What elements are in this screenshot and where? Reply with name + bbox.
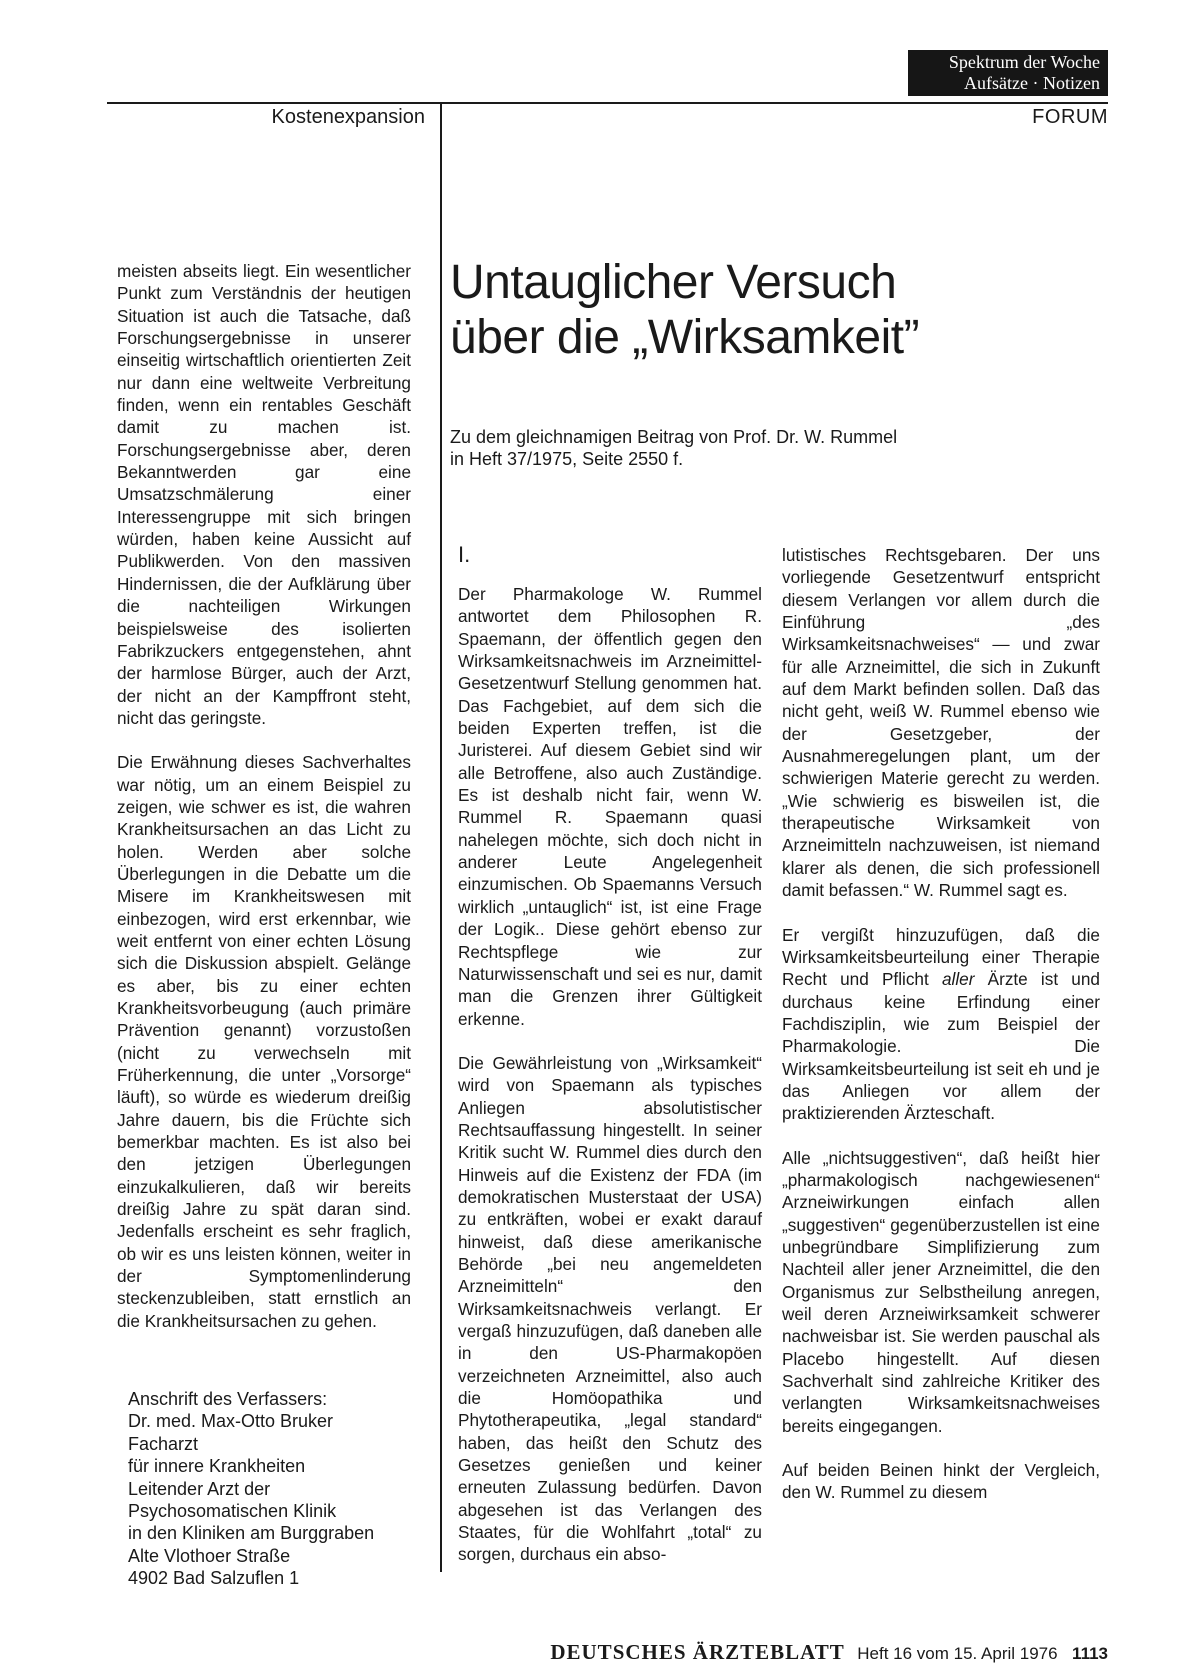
address-line: für innere Krankheiten	[128, 1456, 306, 1477]
paragraph: Die Erwähnung dieses Sachverhaltes war nötig, um an einem Beispiel zu zeigen, wie schwer es ist, die wahren Krankheitsursachen an das Licht zu holen. Werden aber solche Überlegungen in die Debatte um die Misere im Krankheitswesen mit einbezogen, wird erst erkennbar, wie weit entfernt von einer echten Lösung sich die Diskussion abspielt. Gelänge es aber, bis zu einer echten Krankheitsvorbeugung (auch primäre Prävention genannt) vorzustoßen (nicht zu verwechseln mit Früherkennung, die unter „Vorsorge“ läuft), so würde es wiederum dreißig Jahre dauern, bis die Früchte sich bemerkbar machten. Es ist also bei den jetzigen Überlegungen einzukalkulieren, daß wir bereits dreißig Jahre zu spät daran sind. Jedenfalls erscheint es sehr fraglich, ob wir es uns leisten können, weiter in der Symptomenlinderung steckenzubleiben, statt ernstlich an die Krankheitsursachen zu gehen.	[117, 752, 411, 1331]
address-line: in den Kliniken am Burggraben	[128, 1523, 375, 1544]
author-address	[128, 1388, 428, 1590]
paragraph-text: Er vergißt hinzuzufügen, daß die Wirksamkeitsbeurteilung einer Therapie Recht und Pflicht	[782, 924, 1100, 990]
paragraph	[782, 924, 1100, 1125]
article-title-line-1: Untauglicher Versuch	[450, 256, 897, 309]
article-subtitle-line-2: in Heft 37/1975, Seite 2550 f.	[450, 449, 684, 469]
section-badge	[908, 50, 1108, 96]
left-column	[117, 260, 411, 1354]
paragraph-text: Ärzte ist und durchaus keine Erfindung einer Fachdisziplin, wie zum Beispiel der Pharmakologie. Die Wirksamkeitsbeurteilung ist seit eh und je das Anliegen vor allem der praktizierenden Ärzteschaft.	[782, 969, 1100, 1124]
column-divider	[440, 102, 442, 1572]
address-line: 4902 Bad Salzuflen 1	[128, 1568, 300, 1589]
paragraph: Alle „nichtsuggestiven“, daß heißt hier „pharmakologisch nachgewiesenen“ Arzneiwirkungen einfach allen „suggestiven“ gegenüberzustellen ist eine unbegründbare Simplifizierung zum Nachteil aller jener Arzneimittel, die den Organismus zur Selbstheilung anregen, weil deren Arzneiwirksamkeit schwerer nachweisbar ist. Sie werden pauschal als Placebo hingestellt. Auf diesen Sachverhalt sind zahlreiche Kritiker des verlangten Wirksamkeitsnachweises bereits eingegangen.	[782, 1147, 1100, 1436]
emphasis-text: aller	[941, 969, 975, 990]
page-footer	[480, 1640, 1108, 1665]
article-title-line-2: über die „Wirksamkeit”	[450, 311, 920, 364]
badge-line-1: Spektrum der Woche	[948, 52, 1100, 72]
issue-info: Heft 16 vom 15. April 1976	[857, 1644, 1058, 1663]
address-line: Leitender Arzt der	[128, 1478, 271, 1499]
article-subtitle-line-1: Zu dem gleichnamigen Beitrag von Prof. Dr. W. Rummel	[450, 427, 898, 447]
journal-name: DEUTSCHES ÄRZTEBLATT	[550, 1640, 845, 1664]
badge-line-2: Aufsätze · Notizen	[964, 73, 1100, 93]
header-rule	[107, 102, 1108, 104]
address-line: Alte Vlothoer Straße	[128, 1545, 291, 1566]
paragraph: meisten abseits liegt. Ein wesentlicher Punkt zum Verständnis der heutigen Situation ist auch die Tatsache, daß Forschungsergebnisse in unserer einseitig wirtschaftlich orientierten Zeit nur dann eine weltweite Verbreitung finden, wenn ein rentables Geschäft damit zu machen ist. Forschungsergebnisse aber, deren Bekanntwerden gar eine Umsatzschmälerung einer Interessengruppe mit sich bringen würden, haben keine Aussicht auf Publikwerden. Von den massiven Hindernissen, die der Aufklärung über die nachteiligen Wirkungen beispielsweise des isolierten Fabrikzuckers entgegenstehen, ahnt der harmlose Bürger, auch der Arzt, der nicht an der Kampffront steht, nicht das geringste.	[117, 261, 411, 728]
middle-column	[458, 544, 762, 1588]
section-heading: I.	[458, 542, 471, 567]
address-line: Anschrift des Verfassers:	[128, 1389, 328, 1409]
article-subtitle	[450, 426, 1100, 470]
address-line: Facharzt	[128, 1433, 199, 1454]
paragraph: Die Gewährleistung von „Wirksamkeit“ wird von Spaemann als typisches Anliegen absolutistischer Rechtsauffassung hingestellt. In seiner Kritik sucht W. Rummel dies durch den Hinweis auf die Existenz der FDA (im demokratischen Musterstaat der USA) zu entkräften, wobei er exakt darauf hinweist, daß diese amerikanische Behörde „bei neu angemeldeten Arzneimitteln“ den Wirksamkeitsnachweis verlangt. Er vergaß hinzuzufügen, daß daneben alle in den US-Pharmakopöen verzeichneten Arzneimittel, also auch die Homöopathika und Phytotherapeutika, „legal standard“ haben, das heißt den Schutz des Gesetzes genießen und keiner erneuten Zulassung bedürfen. Davon abgesehen ist das Verlangen des Staates, für die Wohlfahrt „total“ zu sorgen, durchaus ein abso-	[458, 1052, 762, 1565]
paragraph: Der Pharmakologe W. Rummel antwortet dem Philosophen R. Spaemann, der öffentlich gegen den Wirksamkeitsnachweis im Arzneimittel-Gesetzentwurf Stellung genommen hat. Das Fachgebiet, auf dem sich die beiden Experten treffen, ist die Juristerei. Auf diesem Gebiet sind wir alle Betroffene, also auch Zuständige. Es ist deshalb nicht fair, wenn W. Rummel R. Spaemann quasi nahelegen möchte, sich doch nicht in anderer Leute Angelegenheit einzumischen. Ob Spaemanns Versuch wirklich „untauglich“ ist, ist eine Frage der Logik.. Diese gehört ebenso zur Rechtspflege wie zur Naturwissenschaft und sei es nur, damit man die Grenzen ihrer Gültigkeit erkenne.	[458, 584, 762, 1029]
page-number: 1113	[1072, 1644, 1108, 1663]
paragraph: Auf beiden Beinen hinkt der Vergleich, den W. Rummel zu diesem	[782, 1460, 1100, 1503]
address-line: Psychosomatischen Klinik	[128, 1501, 337, 1522]
paragraph: lutistisches Rechtsgebaren. Der uns vorliegende Gesetzentwurf entspricht diesem Verlangen vor allem durch die Einführung „des Wirksamkeitsnachweises“ — und zwar für alle Arzneimittel, die sich in Zukunft auf dem Markt befinden sollen. Daß das nicht geht, weiß W. Rummel ebenso wie der Gesetzgeber, der Ausnahmeregelungen plant, um der schwierigen Materie gerecht zu werden. „Wie schwierig es bisweilen ist, die therapeutische Wirksamkeit von Arzneimitteln nachzuweisen, ist niemand klarer als denen, die sich professionell damit befassen.“ W. Rummel sagt es.	[782, 545, 1100, 901]
right-column	[782, 544, 1100, 1526]
address-line: Dr. med. Max-Otto Bruker	[128, 1411, 334, 1432]
section-label-right: FORUM	[1032, 106, 1108, 128]
article-title	[450, 255, 1100, 365]
section-label-left: Kostenexpansion	[271, 106, 425, 128]
